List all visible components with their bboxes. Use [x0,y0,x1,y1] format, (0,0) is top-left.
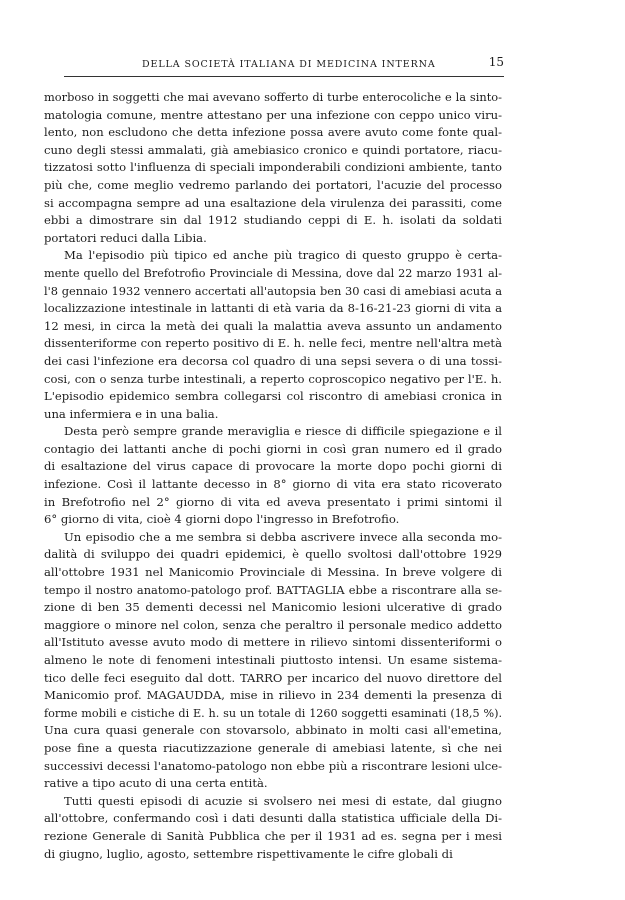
text-line: 12 mesi, in circa la metà dei quali la malattia aveva assunto un andamento [44,318,502,333]
text-line: maggiore o minore nel colon, senza che peraltro il personale medico addetto [44,617,502,632]
text-line: all'ottobre, confermando così i dati desunti dalla statistica ufficiale della Di- [44,811,502,826]
paragraph [44,423,502,529]
text-line: di giugno, luglio, agosto, settembre rispettivamente le cifre globali di [44,846,453,861]
text-line: lento, non escludono che detta infezione possa avere avuto come fonte qual- [44,125,502,140]
text-line: L'episodio epidemico sembra collegarsi col riscontro di amebiasi cronica in [44,389,502,404]
text-line: Manicomio prof. MAGAUDDA, mise in rilievo in 234 dementi la presenza di [44,688,502,703]
text-line: dalità di sviluppo dei quadri epidemici, è quello svoltosi dall'ottobre 1929 [44,547,502,562]
text-line: cosi, con o senza turbe intestinali, a reperto coproscopico negativo per l'E. h. [44,371,502,386]
text-line: rezione Generale di Sanità Pubblica che per il 1931 ad es. segna per i mesi [44,828,502,843]
text-line: localizzazione intestinale in lattanti di età varia da 8-16-21-23 giorni di vita a [44,301,502,316]
text-line: più che, come meglio vedremo parlando dei portatori, l'acuzie del processo [44,177,502,192]
paragraph [44,89,502,247]
text-line: dei casi l'infezione era decorsa col quadro di una sepsi severa o di una tossi- [44,353,502,368]
header-rule [64,76,504,77]
text-line: infezione. Così il lattante decesso in 8° giorno di vita era stato ricoverato [44,477,502,492]
text-line: in Brefotrofio nel 2° giorno di vita ed aveva presentato i primi sintomi il [44,494,502,509]
text-line: forme mobili e cistiche di E. h. su un totale di 1260 soggetti esaminati (18,5 %). [44,706,502,720]
text-line: rative a tipo acuto di una certa entità. [44,776,268,791]
text-line: Ma l'episodio più tipico ed anche più tragico di questo gruppo è certa- [64,248,502,263]
text-line: mente quello del Brefotrofio Provinciale di Messina, dove dal 22 marzo 1931 al- [44,266,502,280]
paragraph [44,247,502,423]
text-line: l'8 gennaio 1932 vennero accertati all'autopsia ben 30 casi di amebiasi acuta a [44,283,502,298]
text-line: una infermiera e in una balia. [44,406,219,421]
text-line: Desta però sempre grande meraviglia e riesce di difficile spiegazione e il [64,424,502,439]
text-line: all'Istituto avesse avuto modo di mettere in rilievo sintomi dissenteriformi o [44,635,502,650]
text-line: di esaltazione del virus capace di provocare la morte dopo pochi giorni di [44,459,502,474]
text-line: 6° giorno di vita, cioè 4 giorni dopo l'ingresso in Brefotrofio. [44,512,400,527]
page-number: 15 [488,55,504,69]
text-line: Un episodio che a me sembra si debba ascrivere invece alla seconda mo- [64,529,502,544]
text-line: Una cura quasi generale con stovarsolo, abbinato in molti casi all'emetina, [44,723,502,738]
body-text [44,89,502,863]
text-line: pose fine a questa riacutizzazione generale di amebiasi latente, sì che nei [44,740,502,755]
text-line: almeno le note di fenomeni intestinali piuttosto intensi. Un esame sistema- [44,653,502,667]
running-head: DELLA SOCIETÀ ITALIANA DI MEDICINA INTERNA [142,59,436,70]
text-line: Tutti questi episodi di acuzie si svolsero nei mesi di estate, dal giugno [64,793,502,808]
text-line: tizzatosi sotto l'influenza di speciali imponderabili condizioni ambiente, tanto [44,160,502,175]
text-line: dissenteriforme con reperto positivo di E. h. nelle feci, mentre nell'altra metà [44,336,502,351]
page-header [64,55,504,77]
text-line: morboso in soggetti che mai avevano sofferto di turbe enterocoliche e la sinto- [44,90,502,104]
text-line: zione di ben 35 dementi decessi nel Manicomio lesioni ulcerative di grado [44,600,502,615]
text-line: contagio dei lattanti anche di pochi giorni in così gran numero ed il grado [44,441,502,456]
text-line: all'ottobre 1931 nel Manicomio Provinciale di Messina. In breve volgere di [44,565,502,580]
text-line: matologia comune, mentre attestano per una infezione con ceppo unico viru- [44,107,502,122]
text-line: cuno degli stessi ammalati, già amebiasico cronico e quindi portatore, riacu- [44,142,502,157]
paragraph [44,793,502,863]
paragraph [44,529,502,793]
text-line: tempo il nostro anatomo-patologo prof. BATTAGLIA ebbe a riscontrare alla se- [44,582,502,597]
text-line: portatori reduci dalla Libia. [44,230,207,245]
text-line: successivi decessi l'anatomo-patologo non ebbe più a riscontrare lesioni ulce- [44,758,502,773]
text-line: ebbi a dimostrare sin dal 1912 studiando ceppi di E. h. isolati da soldati [44,213,502,228]
text-line: si accompagna sempre ad una esaltazione dela virulenza dei parassiti, come [44,195,502,210]
text-line: tico delle feci eseguito dal dott. TARRO per incarico del nuovo direttore del [44,670,502,685]
